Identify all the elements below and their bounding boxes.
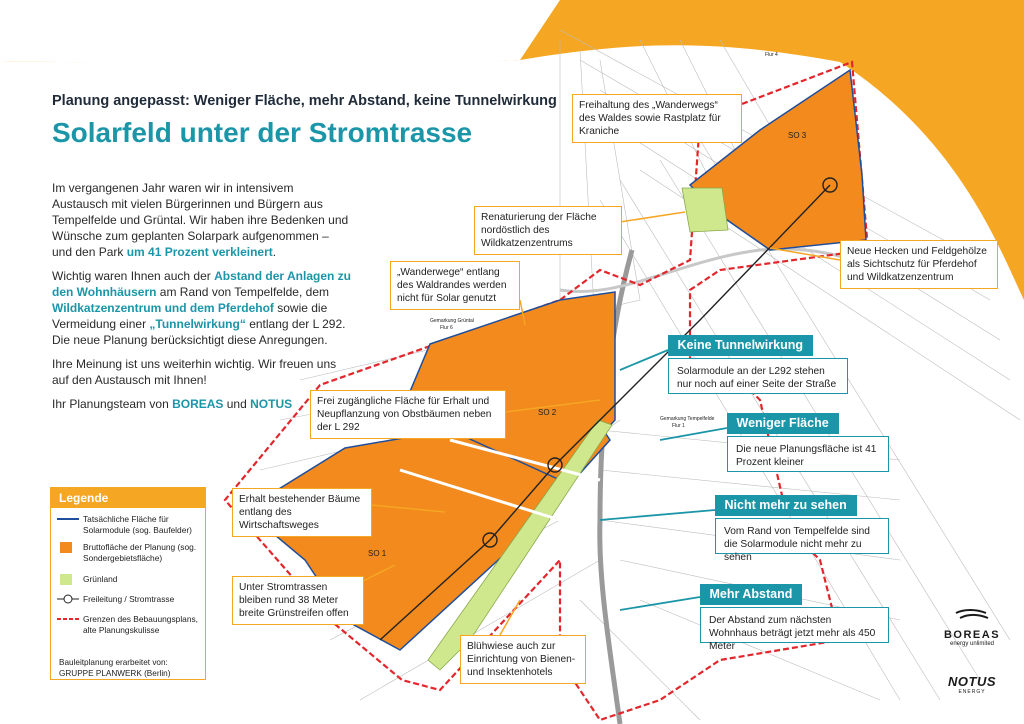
callout-stromtrassen: Unter Stromtrassen bleiben rund 38 Meter breite Grünstreifen offen <box>232 576 364 625</box>
label-gemarkung-tempelfelde: Gemarkung Tempelfelde <box>660 416 715 422</box>
callout-wanderweg: Freihaltung des „Wanderwegs“ des Waldes sowie Rastplatz für Kraniche <box>572 94 742 143</box>
callout-weniger-flaeche-title: Weniger Fläche <box>727 413 839 434</box>
callout-baeume: Erhalt bestehender Bäume entlang des Wirtschaftsweges <box>232 488 372 537</box>
callout-nicht-mehr-sehen <box>715 498 889 563</box>
label-flur1: Flur 1 <box>672 423 685 429</box>
boreas-tagline: energy unlimited <box>949 641 995 647</box>
white-top-area <box>0 0 560 66</box>
label-so1: SO 1 <box>368 549 387 558</box>
callout-wanderwege-wald: „Wanderwege“ entlang des Waldrandes werden nicht für Solar genutzt <box>390 261 520 310</box>
legend-symbol-red-dashed <box>57 614 79 635</box>
boreas-logo <box>942 608 1002 647</box>
callout-hecken: Neue Hecken und Feldgehölze als Sichtschutz für Pferdehof und Wildkatzenzentrum <box>840 240 998 289</box>
callout-renaturierung: Renaturierung der Fläche nordöstlich des Wildkatzenzentrums <box>474 206 622 255</box>
callout-obstbaeume: Frei zugängliche Fläche für Erhalt und Neupflanzung von Obstbäumen neben der L 292 <box>310 390 506 439</box>
legend-footer: Bauleitplanung erarbeitet von: GRUPPE PLANWERK (Berlin) <box>59 658 171 678</box>
callout-bluehwiese: Blühwiese auch zur Einrichtung von Bienen- und Insektenhotels <box>460 635 586 684</box>
callout-nicht-mehr-sehen-title: Nicht mehr zu sehen <box>715 495 857 516</box>
callout-tunnelwirkung-body: Solarmodule an der L292 stehen nur noch auf einer Seite der Straße <box>677 366 837 390</box>
callout-tunnelwirkung <box>668 338 848 394</box>
label-flur6: Flur 6 <box>440 325 453 331</box>
callout-weniger-flaeche-body: Die neue Planungsfläche ist 41 Prozent kleiner <box>736 444 877 468</box>
intro-text <box>52 180 352 420</box>
intro-paragraph-4: Ihr Planungsteam von BOREAS und NOTUS <box>52 397 293 411</box>
legend-item-baufelder: Tatsächliche Fläche für Solarmodule (sog. Baufelder) <box>57 514 205 535</box>
callout-tunnelwirkung-title: Keine Tunnelwirkung <box>668 335 813 356</box>
legend-symbol-green-fill <box>57 574 79 589</box>
gruenland-so3 <box>682 188 728 232</box>
callout-weniger-flaeche <box>727 416 889 472</box>
legend-item-gruenland: Grünland <box>57 574 117 589</box>
notus-logo <box>946 674 998 695</box>
intro-paragraph-3: Ihre Meinung ist uns weiterhin wichtig. Wir freuen uns auf den Austausch mit Ihnen! <box>52 357 337 387</box>
legend-symbol-power-line <box>57 594 79 607</box>
legend-item-bruttoflaeche: Bruttofläche der Planung (sog. Sondergebietsfläche) <box>57 542 205 563</box>
callout-mehr-abstand <box>700 587 889 652</box>
label-so2: SO 2 <box>538 408 557 417</box>
callout-nicht-mehr-sehen-body: Vom Rand von Tempelfelde sind die Solarmodule nicht mehr zu sehen <box>724 526 870 563</box>
intro-paragraph-1: Im vergangenen Jahr waren wir in intensivem Austausch mit vielen Bürgerinnen und Bürgern aus Tempelfelde und Grüntal. Wir haben ihre Bedenken und Wünsche zum geplanten Solarpark aufgenommen – und den Park um 41 Prozent verkleinert. <box>52 181 349 259</box>
legend-item-freileitung: Freileitung / Stromtrasse <box>57 594 174 607</box>
legend-symbol-orange-fill <box>57 542 79 563</box>
label-flur4: Flur 4 <box>765 52 778 58</box>
label-so3: SO 3 <box>788 131 807 140</box>
legend-item-grenzen: Grenzen des Bebauungsplans, alte Planungskulisse <box>57 614 205 635</box>
callout-mehr-abstand-title: Mehr Abstand <box>700 584 803 605</box>
page-subtitle: Planung angepasst: Weniger Fläche, mehr Abstand, keine Tunnelwirkung <box>52 93 557 109</box>
callout-mehr-abstand-body: Der Abstand zum nächsten Wohnhaus beträgt jetzt mehr als 450 Meter <box>709 615 876 652</box>
legend-title: Legende <box>51 488 205 508</box>
legend-symbol-blue-line <box>57 514 79 535</box>
intro-paragraph-2: Wichtig waren Ihnen auch der Abstand der Anlagen zu den Wohnhäusern am Rand von Tempelfelde, dem Wildkatzenzentrum und dem Pferdehof sowie die Vermeidung einer „Tunnelwirkung“ entlang der L 292. Die neue Planung berücksichtigt diese Anregungen. <box>52 269 351 347</box>
boreas-name: BOREAS <box>943 629 1001 641</box>
page-title: Solarfeld unter der Stromtrasse <box>52 117 473 148</box>
boreas-wave-icon <box>952 608 992 624</box>
notus-name: NOTUS <box>948 674 996 689</box>
label-gemarkung-gruental: Gemarkung Grüntal <box>430 318 474 324</box>
legend <box>50 487 206 680</box>
notus-tagline: ENERGY <box>958 689 986 695</box>
